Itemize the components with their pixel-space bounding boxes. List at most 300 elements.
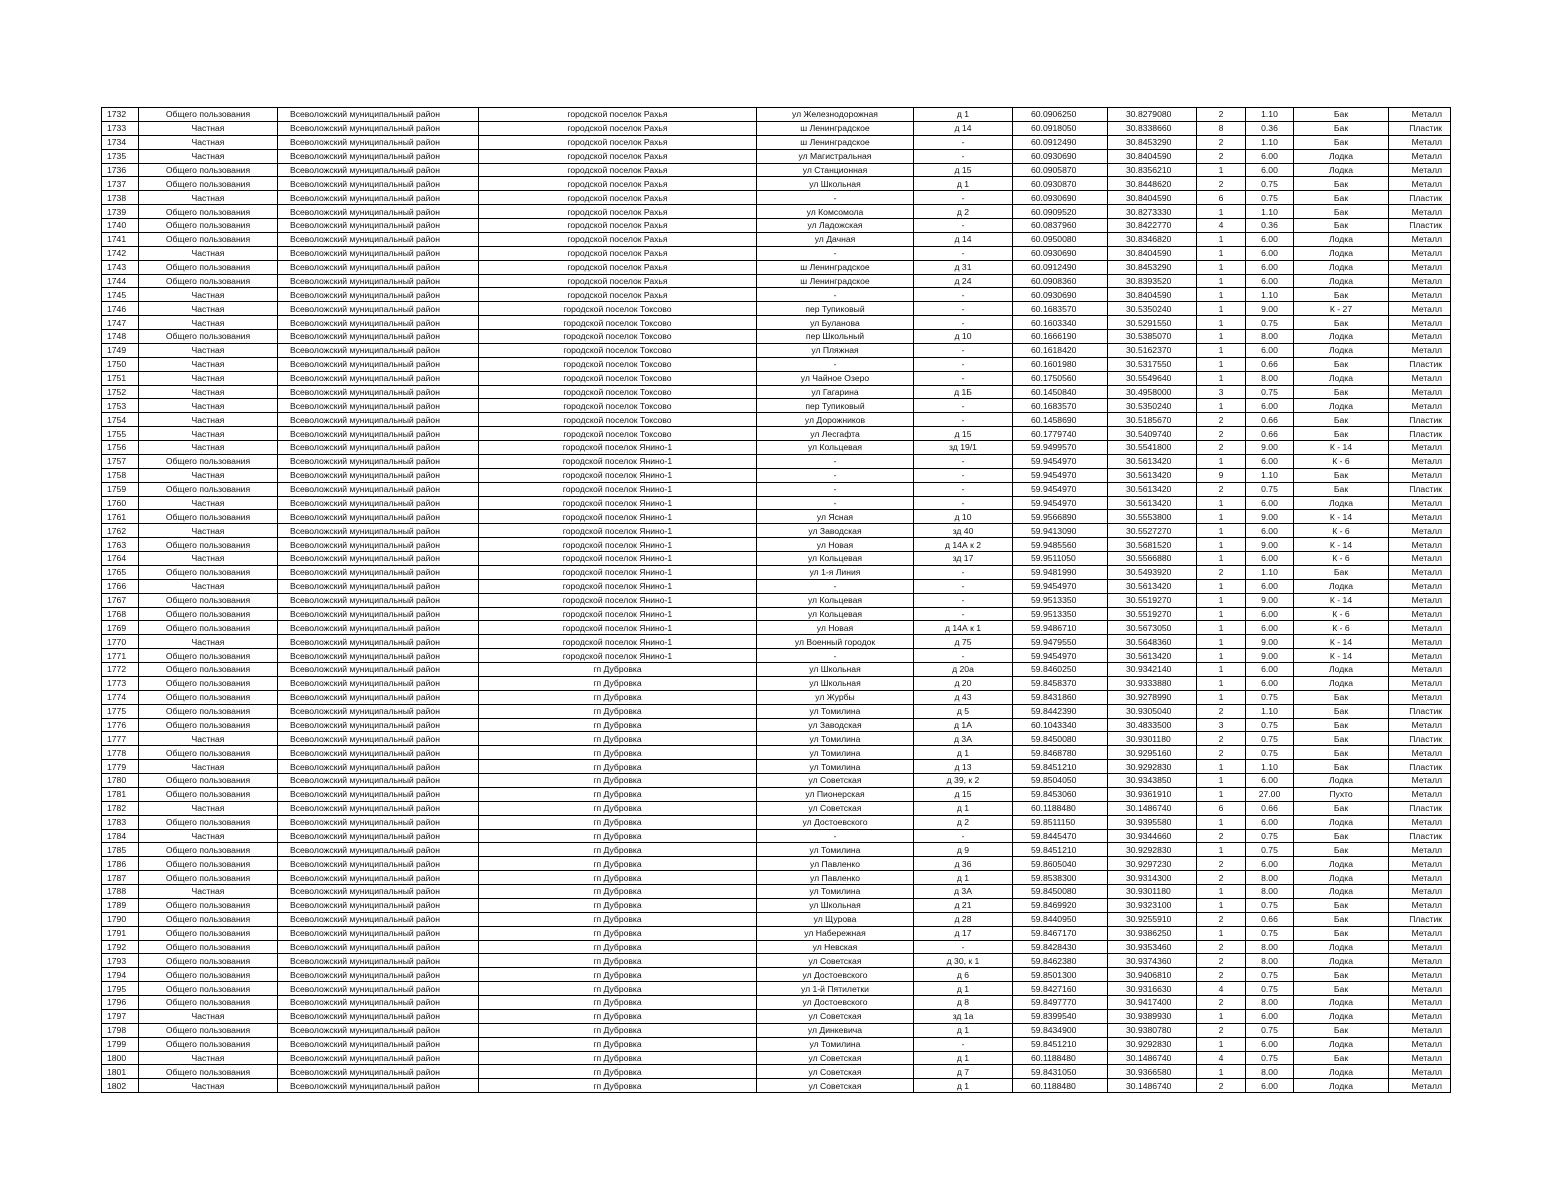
cell-longitude: 30.5613420	[1108, 496, 1197, 510]
cell-material: Пластик	[1389, 829, 1451, 843]
cell-longitude: 30.5673050	[1108, 621, 1197, 635]
cell-district: Всеволожский муниципальный район	[278, 746, 479, 760]
cell-latitude: 59.8451210	[1013, 843, 1108, 857]
cell-container-count: 1	[1197, 649, 1246, 663]
table-row	[102, 801, 1451, 815]
cell-building: -	[914, 579, 1013, 593]
cell-row-number: 1801	[102, 1065, 139, 1079]
cell-settlement: гп Дубровка	[479, 857, 757, 871]
cell-building: д 21	[914, 898, 1013, 912]
cell-container-count: 8	[1197, 121, 1246, 135]
cell-material: Металл	[1389, 1079, 1451, 1093]
cell-ownership-type: Общего пользования	[139, 454, 278, 468]
cell-container-count: 1	[1197, 579, 1246, 593]
cell-settlement: гп Дубровка	[479, 954, 757, 968]
table-row	[102, 565, 1451, 579]
cell-container-count: 1	[1197, 607, 1246, 621]
cell-building: д 1	[914, 801, 1013, 815]
cell-longitude: 30.8404590	[1108, 191, 1197, 205]
cell-latitude: 59.8451210	[1013, 760, 1108, 774]
cell-ownership-type: Общего пользования	[139, 205, 278, 219]
cell-container-count: 2	[1197, 135, 1246, 149]
cell-building: -	[914, 343, 1013, 357]
cell-material: Металл	[1389, 135, 1451, 149]
cell-district: Всеволожский муниципальный район	[278, 288, 479, 302]
cell-street: -	[757, 288, 914, 302]
cell-district: Всеволожский муниципальный район	[278, 219, 479, 233]
cell-volume: 0.75	[1246, 385, 1294, 399]
cell-row-number: 1733	[102, 121, 139, 135]
cell-street: -	[757, 246, 914, 260]
cell-container-count: 2	[1197, 954, 1246, 968]
table-row	[102, 690, 1451, 704]
cell-row-number: 1771	[102, 649, 139, 663]
cell-district: Всеволожский муниципальный район	[278, 232, 479, 246]
cell-latitude: 59.8460250	[1013, 663, 1108, 677]
cell-material: Пластик	[1389, 482, 1451, 496]
cell-settlement: городской поселок Токсово	[479, 316, 757, 330]
cell-volume: 0.75	[1246, 968, 1294, 982]
cell-container-count: 2	[1197, 704, 1246, 718]
cell-container-count: 2	[1197, 732, 1246, 746]
cell-ownership-type: Частная	[139, 760, 278, 774]
cell-longitude: 30.9395580	[1108, 815, 1197, 829]
cell-material: Металл	[1389, 1023, 1451, 1037]
table-row	[102, 510, 1451, 524]
cell-settlement: городской поселок Янино-1	[479, 621, 757, 635]
cell-longitude: 30.9301180	[1108, 885, 1197, 899]
cell-street: ул Заводская	[757, 718, 914, 732]
cell-latitude: 60.0930690	[1013, 246, 1108, 260]
cell-longitude: 30.9343850	[1108, 774, 1197, 788]
cell-building: д 17	[914, 926, 1013, 940]
cell-container-type: К - 27	[1294, 302, 1389, 316]
cell-volume: 6.00	[1246, 663, 1294, 677]
cell-settlement: гп Дубровка	[479, 1051, 757, 1065]
cell-ownership-type: Общего пользования	[139, 538, 278, 552]
cell-container-type: Лодка	[1294, 371, 1389, 385]
cell-latitude: 59.8504050	[1013, 774, 1108, 788]
cell-container-type: Лодка	[1294, 871, 1389, 885]
cell-latitude: 59.8431050	[1013, 1065, 1108, 1079]
table-row	[102, 940, 1451, 954]
cell-ownership-type: Общего пользования	[139, 649, 278, 663]
cell-volume: 9.00	[1246, 510, 1294, 524]
cell-ownership-type: Частная	[139, 357, 278, 371]
cell-row-number: 1751	[102, 371, 139, 385]
cell-latitude: 60.0837960	[1013, 219, 1108, 233]
cell-container-count: 1	[1197, 815, 1246, 829]
cell-container-count: 2	[1197, 746, 1246, 760]
cell-row-number: 1780	[102, 774, 139, 788]
cell-longitude: 30.1486740	[1108, 801, 1197, 815]
cell-material: Пластик	[1389, 413, 1451, 427]
cell-building: -	[914, 607, 1013, 621]
table-row	[102, 579, 1451, 593]
cell-row-number: 1769	[102, 621, 139, 635]
cell-building: д 1	[914, 108, 1013, 122]
cell-building: д 3А	[914, 732, 1013, 746]
cell-row-number: 1796	[102, 996, 139, 1010]
cell-material: Металл	[1389, 108, 1451, 122]
cell-building: д 7	[914, 1065, 1013, 1079]
cell-container-type: Бак	[1294, 135, 1389, 149]
table-row	[102, 1023, 1451, 1037]
cell-container-type: Бак	[1294, 482, 1389, 496]
cell-container-count: 2	[1197, 149, 1246, 163]
table-row	[102, 857, 1451, 871]
cell-material: Пластик	[1389, 912, 1451, 926]
cell-row-number: 1793	[102, 954, 139, 968]
cell-container-type: Бак	[1294, 385, 1389, 399]
cell-volume: 6.00	[1246, 163, 1294, 177]
table-row	[102, 538, 1451, 552]
cell-settlement: городской поселок Рахья	[479, 246, 757, 260]
cell-container-type: Лодка	[1294, 274, 1389, 288]
cell-material: Металл	[1389, 676, 1451, 690]
cell-volume: 6.00	[1246, 454, 1294, 468]
cell-container-count: 2	[1197, 1023, 1246, 1037]
cell-district: Всеволожский муниципальный район	[278, 982, 479, 996]
table-row	[102, 885, 1451, 899]
cell-ownership-type: Общего пользования	[139, 1023, 278, 1037]
cell-row-number: 1740	[102, 219, 139, 233]
cell-latitude: 59.8450080	[1013, 885, 1108, 899]
table-row	[102, 330, 1451, 344]
cell-latitude: 60.1750560	[1013, 371, 1108, 385]
cell-building: -	[914, 399, 1013, 413]
cell-latitude: 59.8467170	[1013, 926, 1108, 940]
cell-latitude: 59.8462380	[1013, 954, 1108, 968]
cell-row-number: 1792	[102, 940, 139, 954]
cell-row-number: 1799	[102, 1037, 139, 1051]
cell-row-number: 1757	[102, 454, 139, 468]
cell-container-count: 2	[1197, 177, 1246, 191]
table-row	[102, 787, 1451, 801]
cell-material: Металл	[1389, 982, 1451, 996]
cell-longitude: 30.9301180	[1108, 732, 1197, 746]
cell-building: д 43	[914, 690, 1013, 704]
cell-material: Металл	[1389, 815, 1451, 829]
cell-street: ул Железнодорожная	[757, 108, 914, 122]
cell-latitude: 60.1188480	[1013, 1079, 1108, 1093]
cell-volume: 6.00	[1246, 399, 1294, 413]
cell-building: -	[914, 593, 1013, 607]
cell-longitude: 30.9305040	[1108, 704, 1197, 718]
cell-row-number: 1763	[102, 538, 139, 552]
cell-container-count: 1	[1197, 454, 1246, 468]
cell-row-number: 1787	[102, 871, 139, 885]
table-body	[102, 108, 1451, 1093]
cell-row-number: 1747	[102, 316, 139, 330]
cell-building: д 2	[914, 815, 1013, 829]
cell-street: ул Томилина	[757, 746, 914, 760]
cell-material: Металл	[1389, 371, 1451, 385]
cell-district: Всеволожский муниципальный район	[278, 135, 479, 149]
cell-volume: 0.36	[1246, 121, 1294, 135]
cell-container-type: Лодка	[1294, 232, 1389, 246]
cell-row-number: 1756	[102, 441, 139, 455]
cell-container-count: 2	[1197, 940, 1246, 954]
cell-street: ул Ясная	[757, 510, 914, 524]
cell-longitude: 30.9389930	[1108, 1009, 1197, 1023]
cell-longitude: 30.9406810	[1108, 968, 1197, 982]
cell-container-type: Бак	[1294, 121, 1389, 135]
cell-row-number: 1744	[102, 274, 139, 288]
cell-row-number: 1776	[102, 718, 139, 732]
cell-district: Всеволожский муниципальный район	[278, 552, 479, 566]
cell-container-type: К - 6	[1294, 524, 1389, 538]
cell-latitude: 59.9513350	[1013, 593, 1108, 607]
cell-settlement: гп Дубровка	[479, 760, 757, 774]
cell-container-count: 6	[1197, 801, 1246, 815]
cell-street: ш Ленинградское	[757, 135, 914, 149]
cell-container-count: 2	[1197, 968, 1246, 982]
cell-volume: 9.00	[1246, 649, 1294, 663]
cell-settlement: гп Дубровка	[479, 982, 757, 996]
cell-container-type: Лодка	[1294, 399, 1389, 413]
cell-building: -	[914, 357, 1013, 371]
cell-district: Всеволожский муниципальный район	[278, 441, 479, 455]
cell-material: Металл	[1389, 718, 1451, 732]
cell-volume: 0.66	[1246, 357, 1294, 371]
cell-volume: 6.00	[1246, 496, 1294, 510]
cell-material: Металл	[1389, 565, 1451, 579]
cell-street: ул Магистральная	[757, 149, 914, 163]
cell-latitude: 59.8428430	[1013, 940, 1108, 954]
table-row	[102, 274, 1451, 288]
cell-street: ул Советская	[757, 1065, 914, 1079]
cell-building: -	[914, 454, 1013, 468]
cell-settlement: городской поселок Янино-1	[479, 593, 757, 607]
cell-street: ул 1-й Пятилетки	[757, 982, 914, 996]
cell-row-number: 1790	[102, 912, 139, 926]
cell-district: Всеволожский муниципальный район	[278, 413, 479, 427]
cell-longitude: 30.4833500	[1108, 718, 1197, 732]
cell-material: Металл	[1389, 843, 1451, 857]
cell-settlement: гп Дубровка	[479, 1023, 757, 1037]
cell-row-number: 1781	[102, 787, 139, 801]
cell-ownership-type: Частная	[139, 343, 278, 357]
cell-latitude: 60.1683570	[1013, 399, 1108, 413]
cell-settlement: городской поселок Янино-1	[479, 635, 757, 649]
cell-settlement: гп Дубровка	[479, 843, 757, 857]
cell-ownership-type: Общего пользования	[139, 108, 278, 122]
cell-volume: 0.75	[1246, 1023, 1294, 1037]
cell-ownership-type: Общего пользования	[139, 940, 278, 954]
cell-street: -	[757, 357, 914, 371]
table-row	[102, 441, 1451, 455]
cell-latitude: 60.0905870	[1013, 163, 1108, 177]
cell-district: Всеволожский муниципальный район	[278, 205, 479, 219]
table-row	[102, 1009, 1451, 1023]
cell-longitude: 30.5519270	[1108, 593, 1197, 607]
cell-building: д 10	[914, 510, 1013, 524]
table-row	[102, 246, 1451, 260]
cell-street: ул Дорожников	[757, 413, 914, 427]
cell-settlement: гп Дубровка	[479, 787, 757, 801]
cell-street: -	[757, 482, 914, 496]
cell-settlement: городской поселок Токсово	[479, 371, 757, 385]
cell-container-type: Лодка	[1294, 330, 1389, 344]
cell-street: ул Достоевского	[757, 815, 914, 829]
cell-container-type: К - 14	[1294, 510, 1389, 524]
cell-latitude: 59.9479550	[1013, 635, 1108, 649]
cell-container-count: 1	[1197, 371, 1246, 385]
cell-material: Металл	[1389, 940, 1451, 954]
cell-container-count: 4	[1197, 1051, 1246, 1065]
cell-container-count: 1	[1197, 357, 1246, 371]
cell-street: ул Советская	[757, 1079, 914, 1093]
cell-building: д 14А к 1	[914, 621, 1013, 635]
cell-settlement: гп Дубровка	[479, 676, 757, 690]
cell-longitude: 30.5613420	[1108, 468, 1197, 482]
cell-building: д 14	[914, 232, 1013, 246]
cell-volume: 0.75	[1246, 177, 1294, 191]
cell-latitude: 60.0930690	[1013, 149, 1108, 163]
cell-ownership-type: Общего пользования	[139, 260, 278, 274]
cell-material: Металл	[1389, 468, 1451, 482]
cell-district: Всеволожский муниципальный район	[278, 871, 479, 885]
cell-volume: 1.10	[1246, 108, 1294, 122]
cell-volume: 6.00	[1246, 1079, 1294, 1093]
cell-longitude: 30.8404590	[1108, 288, 1197, 302]
cell-row-number: 1738	[102, 191, 139, 205]
cell-settlement: гп Дубровка	[479, 1009, 757, 1023]
cell-district: Всеволожский муниципальный район	[278, 330, 479, 344]
cell-row-number: 1736	[102, 163, 139, 177]
cell-container-type: Бак	[1294, 926, 1389, 940]
cell-material: Пластик	[1389, 121, 1451, 135]
cell-building: д 20	[914, 676, 1013, 690]
cell-longitude: 30.9323100	[1108, 898, 1197, 912]
cell-district: Всеволожский муниципальный район	[278, 468, 479, 482]
cell-building: д 15	[914, 787, 1013, 801]
cell-district: Всеволожский муниципальный район	[278, 316, 479, 330]
cell-building: д 3А	[914, 885, 1013, 899]
cell-building: -	[914, 649, 1013, 663]
cell-row-number: 1745	[102, 288, 139, 302]
cell-row-number: 1770	[102, 635, 139, 649]
cell-settlement: городской поселок Рахья	[479, 288, 757, 302]
cell-district: Всеволожский муниципальный район	[278, 399, 479, 413]
cell-ownership-type: Общего пользования	[139, 871, 278, 885]
table-row	[102, 399, 1451, 413]
cell-district: Всеволожский муниципальный район	[278, 732, 479, 746]
cell-row-number: 1786	[102, 857, 139, 871]
cell-building: д 20а	[914, 663, 1013, 677]
cell-longitude: 30.5613420	[1108, 579, 1197, 593]
cell-container-count: 2	[1197, 857, 1246, 871]
cell-ownership-type: Частная	[139, 1079, 278, 1093]
table-row	[102, 343, 1451, 357]
cell-ownership-type: Общего пользования	[139, 1065, 278, 1079]
cell-building: -	[914, 246, 1013, 260]
cell-latitude: 59.9566890	[1013, 510, 1108, 524]
table-row	[102, 371, 1451, 385]
cell-container-type: Лодка	[1294, 163, 1389, 177]
cell-latitude: 59.9454970	[1013, 454, 1108, 468]
cell-volume: 1.10	[1246, 135, 1294, 149]
cell-material: Металл	[1389, 746, 1451, 760]
cell-container-count: 2	[1197, 565, 1246, 579]
cell-district: Всеволожский муниципальный район	[278, 1065, 479, 1079]
cell-container-count: 1	[1197, 843, 1246, 857]
cell-longitude: 30.9417400	[1108, 996, 1197, 1010]
cell-district: Всеволожский муниципальный район	[278, 108, 479, 122]
cell-ownership-type: Общего пользования	[139, 621, 278, 635]
table-row	[102, 413, 1451, 427]
cell-building: -	[914, 496, 1013, 510]
cell-longitude: 30.5519270	[1108, 607, 1197, 621]
cell-street: пер Тупиковый	[757, 399, 914, 413]
table-row	[102, 482, 1451, 496]
cell-settlement: городской поселок Янино-1	[479, 496, 757, 510]
cell-container-count: 1	[1197, 232, 1246, 246]
cell-volume: 6.00	[1246, 524, 1294, 538]
cell-street: ул Дачная	[757, 232, 914, 246]
cell-longitude: 30.9344660	[1108, 829, 1197, 843]
cell-settlement: городской поселок Янино-1	[479, 649, 757, 663]
table-row	[102, 205, 1451, 219]
cell-volume: 0.75	[1246, 482, 1294, 496]
cell-building: д 14	[914, 121, 1013, 135]
cell-settlement: городской поселок Рахья	[479, 260, 757, 274]
cell-latitude: 60.0912490	[1013, 135, 1108, 149]
cell-district: Всеволожский муниципальный район	[278, 649, 479, 663]
cell-building: д 36	[914, 857, 1013, 871]
cell-district: Всеволожский муниципальный район	[278, 607, 479, 621]
cell-latitude: 59.9499570	[1013, 441, 1108, 455]
cell-building: зд 17	[914, 552, 1013, 566]
cell-material: Металл	[1389, 343, 1451, 357]
cell-volume: 6.00	[1246, 857, 1294, 871]
cell-settlement: гп Дубровка	[479, 1065, 757, 1079]
cell-volume: 0.75	[1246, 926, 1294, 940]
cell-settlement: городской поселок Янино-1	[479, 552, 757, 566]
cell-district: Всеволожский муниципальный район	[278, 635, 479, 649]
cell-container-type: Лодка	[1294, 149, 1389, 163]
table-row	[102, 454, 1451, 468]
cell-district: Всеволожский муниципальный район	[278, 926, 479, 940]
cell-volume: 6.00	[1246, 815, 1294, 829]
cell-ownership-type: Частная	[139, 496, 278, 510]
cell-latitude: 59.9413090	[1013, 524, 1108, 538]
cell-settlement: городской поселок Рахья	[479, 232, 757, 246]
cell-container-type: Лодка	[1294, 579, 1389, 593]
cell-district: Всеволожский муниципальный район	[278, 774, 479, 788]
cell-latitude: 60.0950080	[1013, 232, 1108, 246]
cell-settlement: гп Дубровка	[479, 732, 757, 746]
cell-latitude: 59.8427160	[1013, 982, 1108, 996]
cell-material: Пластик	[1389, 357, 1451, 371]
cell-district: Всеволожский муниципальный район	[278, 843, 479, 857]
cell-container-type: Бак	[1294, 732, 1389, 746]
cell-material: Металл	[1389, 996, 1451, 1010]
table-row	[102, 593, 1451, 607]
cell-settlement: городской поселок Янино-1	[479, 579, 757, 593]
cell-container-count: 1	[1197, 538, 1246, 552]
cell-ownership-type: Общего пользования	[139, 177, 278, 191]
cell-row-number: 1795	[102, 982, 139, 996]
cell-ownership-type: Общего пользования	[139, 676, 278, 690]
cell-latitude: 60.1458690	[1013, 413, 1108, 427]
cell-street: ул Советская	[757, 774, 914, 788]
cell-longitude: 30.5317550	[1108, 357, 1197, 371]
cell-longitude: 30.8453290	[1108, 260, 1197, 274]
cell-longitude: 30.5613420	[1108, 454, 1197, 468]
cell-material: Металл	[1389, 330, 1451, 344]
